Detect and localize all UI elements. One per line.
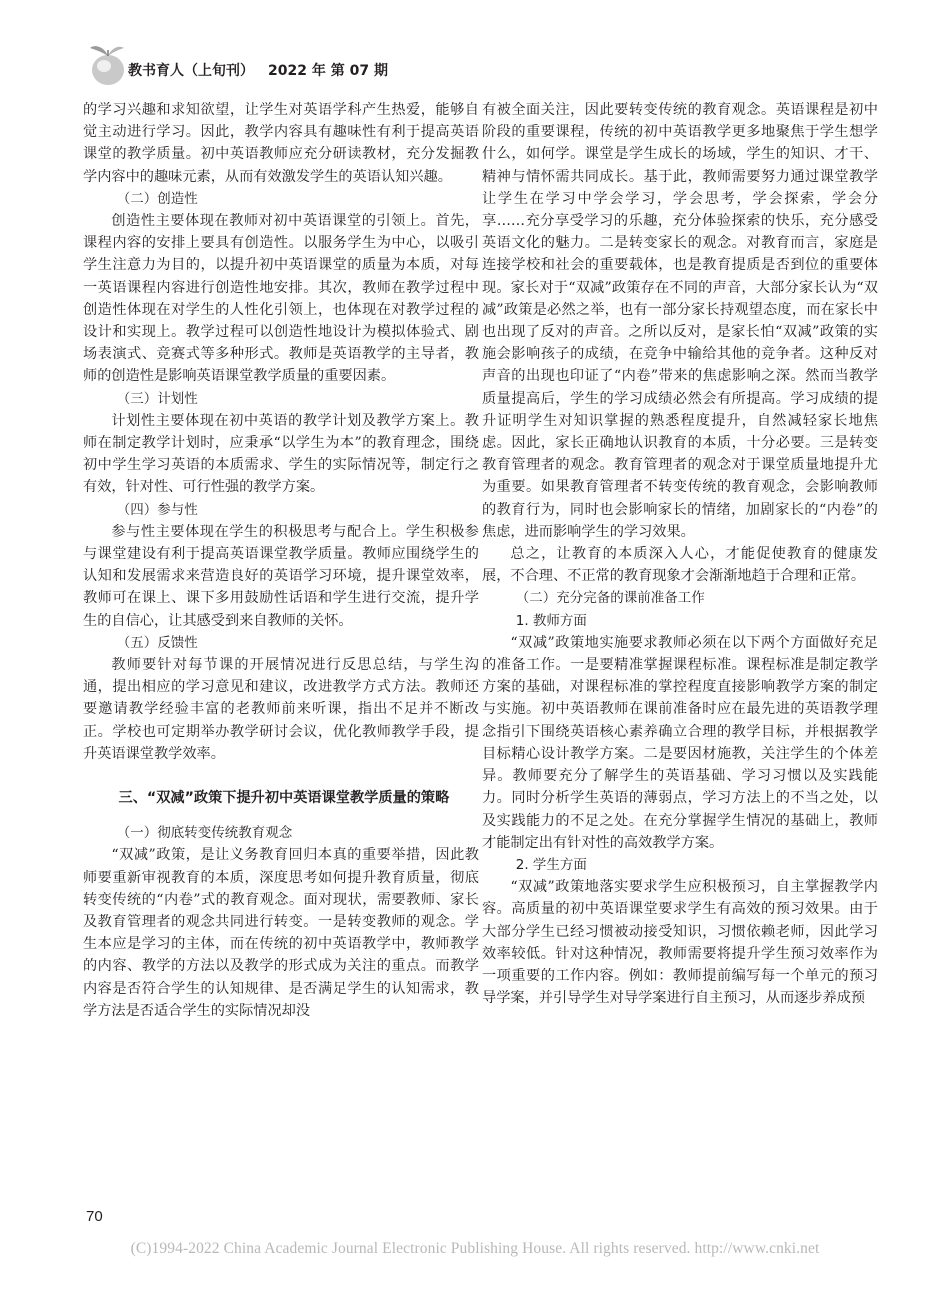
paragraph: 创造性主要体现在教师对初中英语课堂的引领上。首先，课程内容的安排上要具有创造性。以服务学生为中心，以吸引学生注意力为目的，以提升初中英语课堂的质量为本质，对每一英语课程内容进行创造性地安排。其次，教师在教学过程中创造性体现在对学生的人性化引领上，也体现在对教学过程的设计和实现上。教学过程可以创造性地设计为模拟体验式、剧场表演式、竞赛式等多种形式。教师是英语教学的主导者，教师的创造性是影响英语课堂教学质量的重要因素。 [83,213,479,385]
subheading-transform: （一）彻底转变传统教育观念 [116,825,293,842]
paragraph: “双减”政策，是让义务教育回归本真的重要举措，因此教师要重新审视教育的本质，深度思考如何提升教育质量，彻底转变传统的“内卷”式的教育观念。面对现状，需要教师、家长及教育管理者的观念共同进行转变。一是转变教师的观念。学生本应是学习的主体，而在传统的初中英语教学中，教师教学的内容、教学的方法以及教学的形式成为关注的重点。而教学内容是否符合学生的认知规律、是否满足学生的认知需求，教学方法是否适合学生的实际情况却没 [83,847,479,1019]
left-column [83,99,479,1022]
paragraph: 计划性主要体现在初中英语的教学计划及教学方案上。教师在制定教学计划时，应秉承“以学生为本”的教育理念，围绕初中学生学习英语的本质需求、学生的实际情况等，制定行之有效，针对性、可行性强的教学方案。 [83,412,479,496]
journal-logo-icon [86,38,130,88]
subheading-participation: （四）参与性 [116,501,198,518]
right-column [482,99,878,1009]
subheading-feedback: （五）反馈性 [116,634,198,651]
copyright-watermark: (C)1994-2022 China Academic Journal Electronic Publishing House. All rights reserved. http://www.cnki.net [130,1240,820,1257]
paragraph: “双减”政策地实施要求教师必须在以下两个方面做好充足的准备工作。一是要精准掌握课程标准。课程标准是制定教学方案的基础，对课程标准的掌控程度直接影响教学方案的制定与实施。初中英语教师在课前准备时应在最先进的英语教学理念指引下围绕英语核心素养确立合理的教学目标，并根据教学目标精心设计教学方案。二是要因材施教，关注学生的个体差异。教师要充分了解学生的英语基础、学习习惯以及实践能力。同时分析学生英语的薄弱点，学习方法上的不当之处，以及实践能力的不足之处。在充分掌握学生情况的基础上，教师才能制定出有针对性的高效教学方案。 [482,634,878,851]
journal-name: 教书育人（上旬刊） [128,63,254,79]
section-title: 三、“双减”政策下提升初中英语课堂教学质量的策略 [118,790,450,807]
journal-issue: 2022 年 第 07 期 [268,63,388,79]
subheading-creativity: （二）创造性 [116,190,198,207]
paragraph: “双减”政策地落实要求学生应积极预习，自主掌握教学内容。高质量的初中英语课堂要求学生有高效的预习效果。由于大部分学生已经习惯被动接受知识，习惯依赖老师，因此学习效率较低。针对这种情况，教师需要将提升学生预习效率作为一项重要的工作内容。例如：教师提前编写每一个单元的预习导学案，并引导学生对导学案进行自主预习，从而逐步养成预 [482,879,878,1007]
paragraph: 总之，让教育的本质深入人心，才能促使教育的健康发展，不合理、不正常的教育现象才会渐渐地趋于合理和正常。 [482,546,878,585]
subheading-prep: （二）充分完备的课前准备工作 [515,590,705,607]
journal-title [128,60,388,80]
paragraph: 有被全面关注，因此要转变传统的教育观念。英语课程是初中阶段的重要课程，传统的初中英语教学更多地聚焦于学生想学什么，如何学。课堂是学生成长的场域，学生的知识、才干、精神与情怀需共同成长。基于此，教师需要努力通过课堂教学让学生在学习中学会学习，学会思考，学会探索，学会分享……充分享受学习的乐趣，充分体验探索的快乐，充分感受英语文化的魅力。二是转变家长的观念。对教育而言，家庭是连接学校和社会的重要载体，也是教育提质是否到位的重要体现。家长对于“双减”政策存在不同的声音，大部分家长认为“双减”政策是必然之举，也有一部分家长持观望态度，而在家长中也出现了反对的声音。之所以反对，是家长怕“双减”政策的实施会影响孩子的成绩，在竞争中输给其他的竞争者。这种反对声音的出现也印证了“内卷”带来的焦虑影响之深。然而当教学质量提高后，学生的学习成绩必然会有所提高。学习成绩的提升证明学生对知识掌握的熟悉程度提升，自然减轻家长地焦虑。因此，家长正确地认识教育的本质，十分必要。三是转变教育管理者的观念。教育管理者的观念对于课堂质量地提升尤为重要。如果教育管理者不转变传统的教育观念，会影响教师的教育行为，同时也会影响家长的情绪，加剧家长的“内卷”的焦虑，进而影响学生的学习效果。 [482,102,878,540]
paragraph: 教师要针对每节课的开展情况进行反思总结，与学生沟通，提出相应的学习意见和建议，改进教学方式方法。教师还要邀请教学经验丰富的老教师前来听课，指出不足并不断改正。学校也可定期举办教学研讨会议，优化教师教学手段，提升英语课堂教学效率。 [83,657,479,762]
page-header [86,38,876,90]
subheading-teacher: 1. 教师方面 [515,612,587,629]
paragraph: 的学习兴趣和求知欲望，让学生对英语学科产生热爱，能够自觉主动进行学习。因此，教学内容具有趣味性有利于提高英语课堂的教学质量。初中英语教师应充分研读教材，充分发掘教学内容中的趣味元素，从而有效激发学生的英语认知兴趣。 [83,102,479,185]
paragraph: 参与性主要体现在学生的积极思考与配合上。学生积极参与课堂建设有利于提高英语课堂教学质量。教师应围绕学生的认知和发展需求来营造良好的英语学习环境，提升课堂效率，教师可在课上、课下多用鼓励性话语和学生进行交流，提升学生的自信心，让其感受到来自教师的关怀。 [83,523,479,629]
subheading-student: 2. 学生方面 [515,856,587,873]
page-number: 70 [86,1208,103,1225]
subheading-plan: （三）计划性 [116,390,198,407]
